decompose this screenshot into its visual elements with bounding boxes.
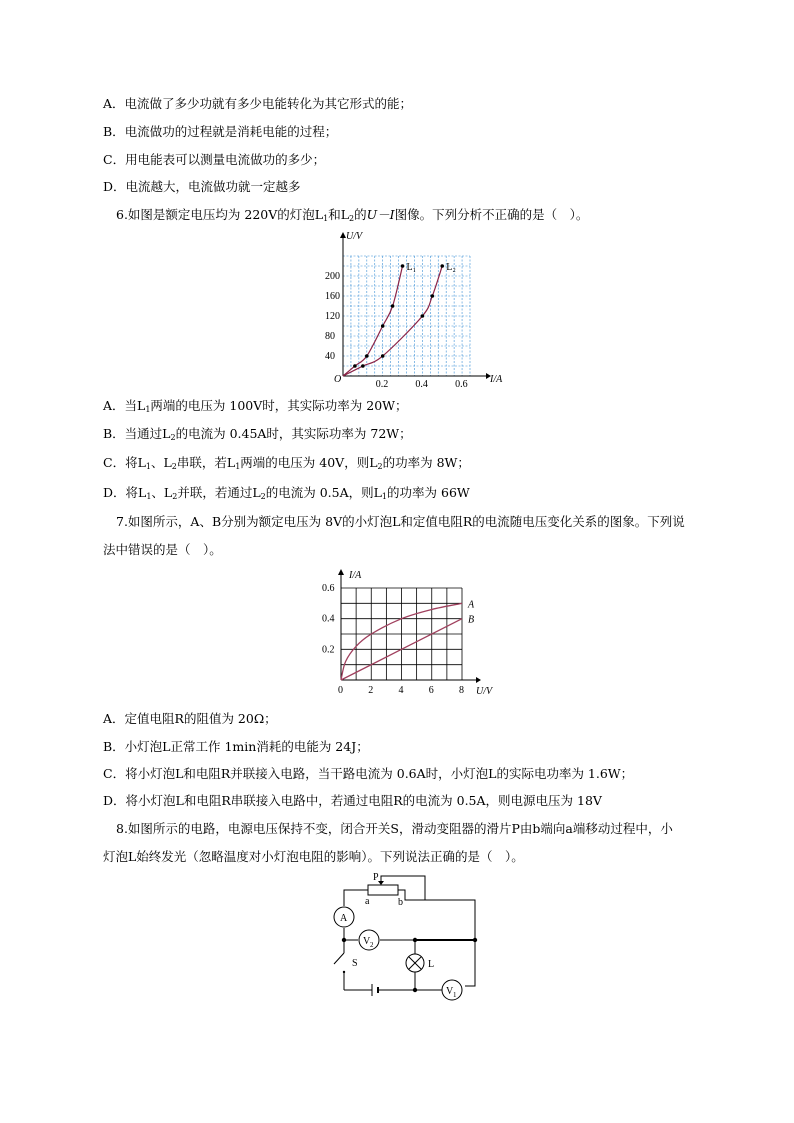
- v2-sub: 2: [370, 941, 374, 949]
- slider-wire: [381, 876, 397, 883]
- q7-stem-line2: 法中错误的是（ ）。: [103, 542, 222, 557]
- x-axis-arrow: [476, 677, 481, 683]
- y-axis-arrow: [338, 569, 344, 575]
- x-tick-label: 0.6: [455, 379, 468, 390]
- q5-option-c: C．用电能表可以测量电流做功的多少；: [103, 152, 326, 167]
- series-label-1: L₁: [406, 262, 417, 273]
- q7-option-b: B．小灯泡L正常工作 1min消耗的电能为 24J；: [103, 739, 369, 754]
- junction-dot: [473, 938, 477, 942]
- x-axis-label: U/V: [476, 686, 493, 697]
- y-tick-label: 120: [325, 311, 340, 322]
- data-point: [361, 364, 365, 368]
- data-point: [401, 264, 405, 268]
- data-point: [440, 264, 444, 268]
- q7-option-c: C．将小灯泡L和电阻R并联接入电路，当干路电流为 0.6A时，小灯泡L的实际电功率为 1.6W；: [103, 766, 634, 781]
- data-point: [430, 294, 434, 298]
- q6-option-a: A．当$L_1$两端的电压为 100V时，其实际功率为 20W；: [103, 398, 408, 414]
- q6-option-c: C．将$L_1$、$L_2$串联，若$L_1$两端的电压为 40V，则$L_2$的功率为 8W；: [103, 455, 470, 471]
- circuit-diagram: [325, 868, 485, 1008]
- lamp-label: L: [428, 959, 435, 970]
- junction-dot: [413, 988, 417, 992]
- q5-option-d: D．电流越大，电流做功就一定越多: [103, 179, 301, 194]
- y-tick-label: 0.6: [322, 583, 335, 594]
- q6-ui-chart: [325, 230, 505, 390]
- q5-option-a: A．电流做了多少功就有多少电能转化为其它形式的能；: [103, 96, 413, 111]
- q7-stem-line1: 7.如图所示，A、B分别为额定电压为 8V的小灯泡L和定值电阻R的电流随电压变化关系的图象。下列说: [116, 514, 685, 529]
- y-tick-label: 0.4: [322, 613, 335, 625]
- junction-dot: [413, 938, 417, 942]
- x-axis-label: I/A: [490, 374, 503, 385]
- junction-dot: [342, 938, 346, 942]
- data-point: [353, 364, 357, 368]
- x-tick-label: 0: [338, 685, 343, 696]
- q6-option-b: B．当通过$L_2$的电流为 0.45A时，其实际功率为 72W；: [103, 426, 412, 442]
- v1-label: V: [446, 986, 454, 997]
- wire-right: [425, 900, 475, 986]
- rheostat: [368, 885, 398, 895]
- q7-option-a: A．定值电阻R的阻值为 20Ω；: [103, 711, 277, 726]
- q5-option-b: B．电流做功的过程就是消耗电能的过程；: [103, 124, 338, 139]
- y-tick-label: 160: [325, 291, 340, 302]
- y-tick-label: 40: [325, 351, 335, 362]
- series-line-1: [343, 266, 403, 376]
- switch-icon: [334, 953, 344, 964]
- y-axis-label: I/A: [349, 570, 362, 581]
- q7-option-d: D．将小灯泡L和电阻R串联接入电路中，若通过电阻R的电流为 0.5A，则电源电压为 18V: [103, 793, 602, 808]
- x-tick-label: 0.2: [375, 379, 389, 390]
- x-tick-label: 0.4: [415, 379, 428, 390]
- series-label-A: A: [468, 599, 475, 611]
- series-label-2: L₂: [446, 262, 456, 273]
- y-tick-label: 0.2: [322, 644, 335, 656]
- q6-stem: 6.如图是额定电压均为 220V的灯泡$L_1$和$L_2$的U－I图像。下列分析不正确的是（ ）。: [116, 207, 589, 223]
- q8-stem-line2: 灯泡L始终发光（忽略温度对小灯泡电阻的影响）。下列说法正确的是（ ）。: [103, 849, 524, 864]
- y-tick-label: 80: [325, 331, 335, 342]
- ammeter-label: A: [340, 913, 348, 924]
- x-tick-label: 4: [398, 685, 404, 696]
- v2-label: V: [363, 936, 371, 947]
- v1-sub: 1: [453, 991, 457, 999]
- q6-option-d: D．将$L_1$、$L_2$并联，若通过$L_2$的电流为 0.5A，则$L_1$的功率为 66W: [103, 485, 470, 501]
- label-b: b: [398, 897, 403, 908]
- label-p: P: [373, 872, 379, 883]
- label-a: a: [365, 896, 370, 907]
- data-point: [421, 314, 425, 318]
- origin-label: O: [334, 374, 342, 385]
- switch-label: S: [352, 958, 358, 969]
- data-point: [365, 354, 369, 358]
- x-tick-label: 8: [459, 685, 464, 696]
- slider-arrow-icon: [378, 881, 384, 885]
- data-point: [391, 304, 395, 308]
- data-point: [381, 354, 385, 358]
- x-tick-label: 2: [368, 685, 374, 696]
- y-axis-label: U/V: [346, 231, 363, 242]
- x-tick-label: 6: [428, 685, 434, 696]
- y-tick-label: 200: [325, 271, 340, 282]
- data-point: [381, 324, 385, 328]
- series-label-B: B: [468, 614, 475, 626]
- q8-stem-line1: 8.如图所示的电路，电源电压保持不变，闭合开关S，滑动变阻器的滑片P由b端向a端移动过程中，小: [116, 821, 673, 836]
- iu-chart: [318, 565, 503, 700]
- series-line-2: [343, 266, 442, 376]
